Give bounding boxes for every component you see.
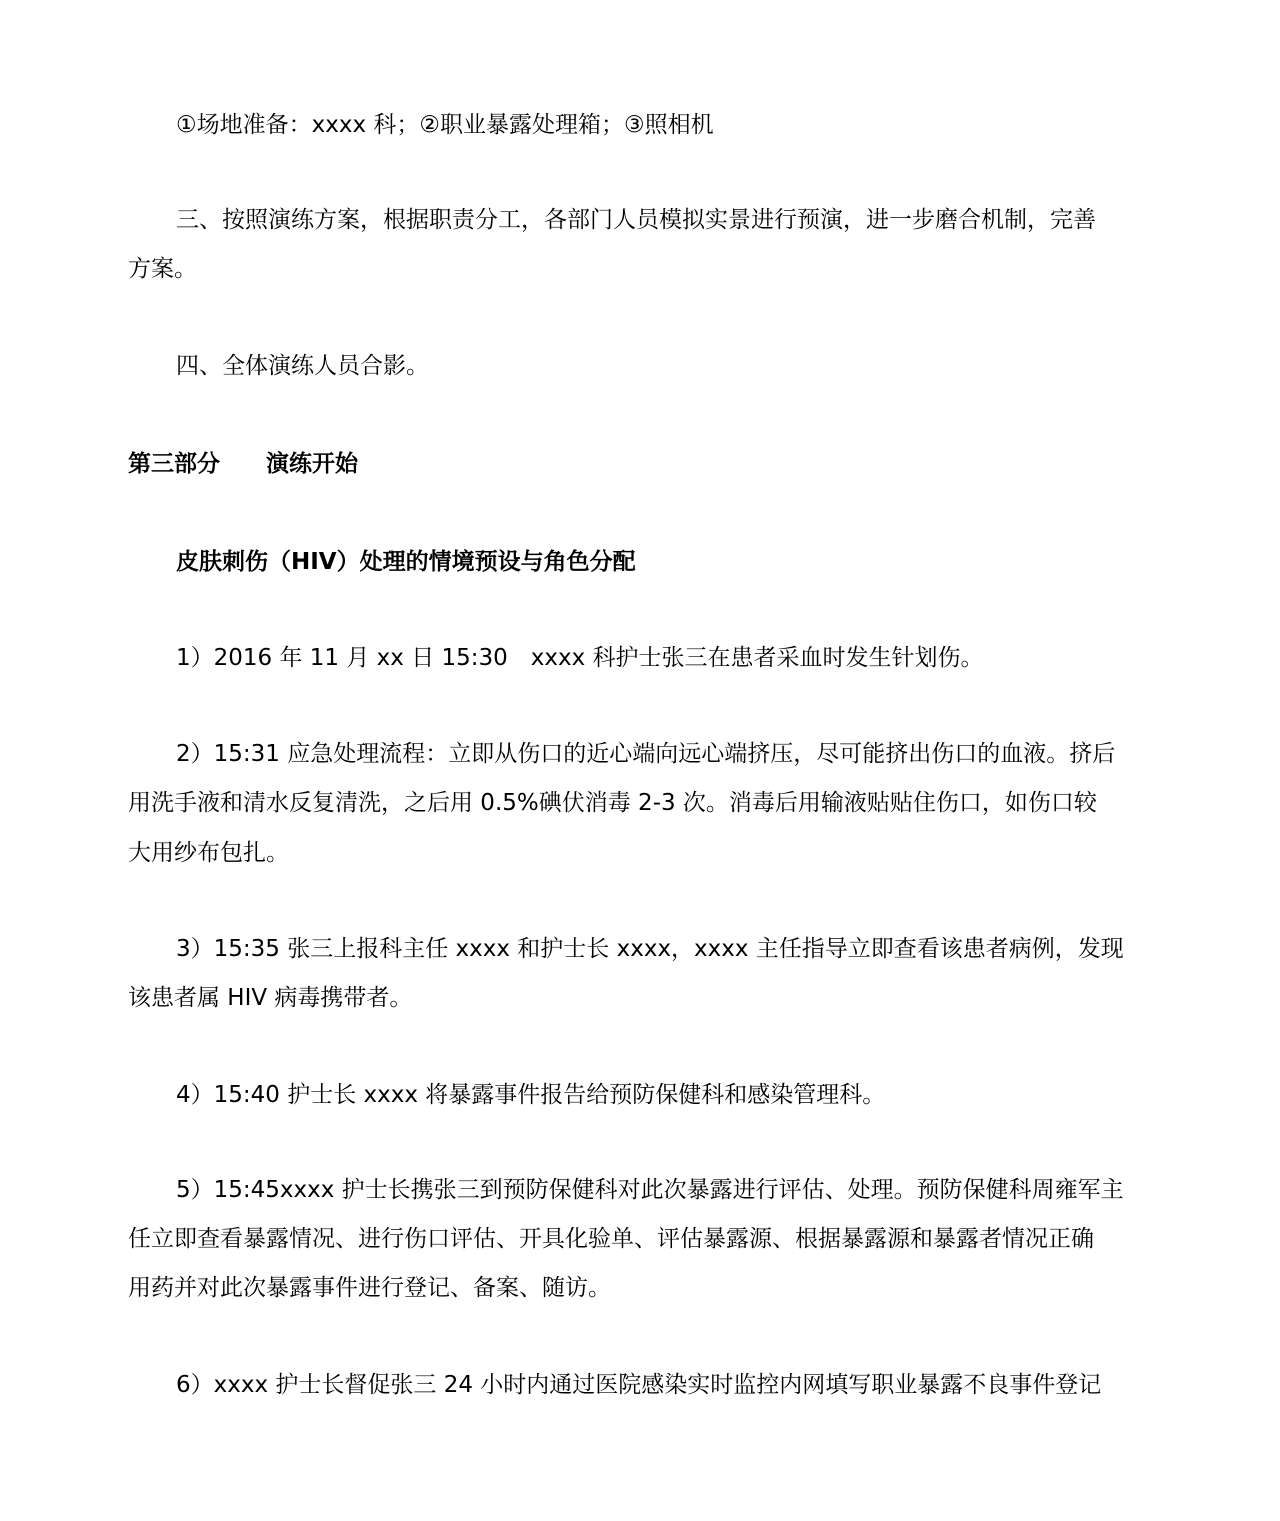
section-three-line-2: 方案。 (128, 256, 197, 282)
step-5-line-1: 5）15:45xxxx 护士长携张三到预防保健科对此次暴露进行评估、处理。预防保健科周雍军主 (176, 1177, 1124, 1203)
step-5-line-2: 任立即查看暴露情况、进行伤口评估、开具化验单、评估暴露源、根据暴露源和暴露者情况正确 (128, 1226, 1094, 1252)
scenario-subheading: 皮肤刺伤（HIV）处理的情境预设与角色分配 (176, 549, 636, 575)
step-2-line-1: 2）15:31 应急处理流程：立即从伤口的近心端向远心端挤压，尽可能挤出伤口的血液。挤后 (176, 741, 1116, 767)
step-6-line: 6）xxxx 护士长督促张三 24 小时内通过医院感染实时监控内网填写职业暴露不良事件登记 (176, 1372, 1102, 1398)
step-2-line-3: 大用纱布包扎。 (128, 840, 289, 866)
step-1-line: 1）2016 年 11 月 xx 日 15:30 xxxx 科护士张三在患者采血时发生针划伤。 (176, 645, 984, 671)
step-4-line: 4）15:40 护士长 xxxx 将暴露事件报告给预防保健科和感染管理科。 (176, 1082, 886, 1108)
section-three-line-1: 三、按照演练方案，根据职责分工，各部门人员模拟实景进行预演，进一步磨合机制，完善 (176, 207, 1096, 233)
step-2-line-2: 用洗手液和清水反复清洗，之后用 0.5%碘伏消毒 2-3 次。消毒后用输液贴贴住伤口，如伤口较 (128, 790, 1097, 816)
step-3-line-1: 3）15:35 张三上报科主任 xxxx 和护士长 xxxx，xxxx 主任指导立即查看该患者病例，发现 (176, 936, 1124, 962)
step-3-line-2: 该患者属 HIV 病毒携带者。 (128, 985, 413, 1011)
venue-preparation-line: ①场地准备：xxxx 科；②职业暴露处理箱；③照相机 (176, 112, 714, 138)
step-5-line-3: 用药并对此次暴露事件进行登记、备案、随访。 (128, 1275, 611, 1301)
part-three-heading: 第三部分 演练开始 (128, 451, 358, 477)
section-four-line: 四、全体演练人员合影。 (176, 353, 429, 379)
